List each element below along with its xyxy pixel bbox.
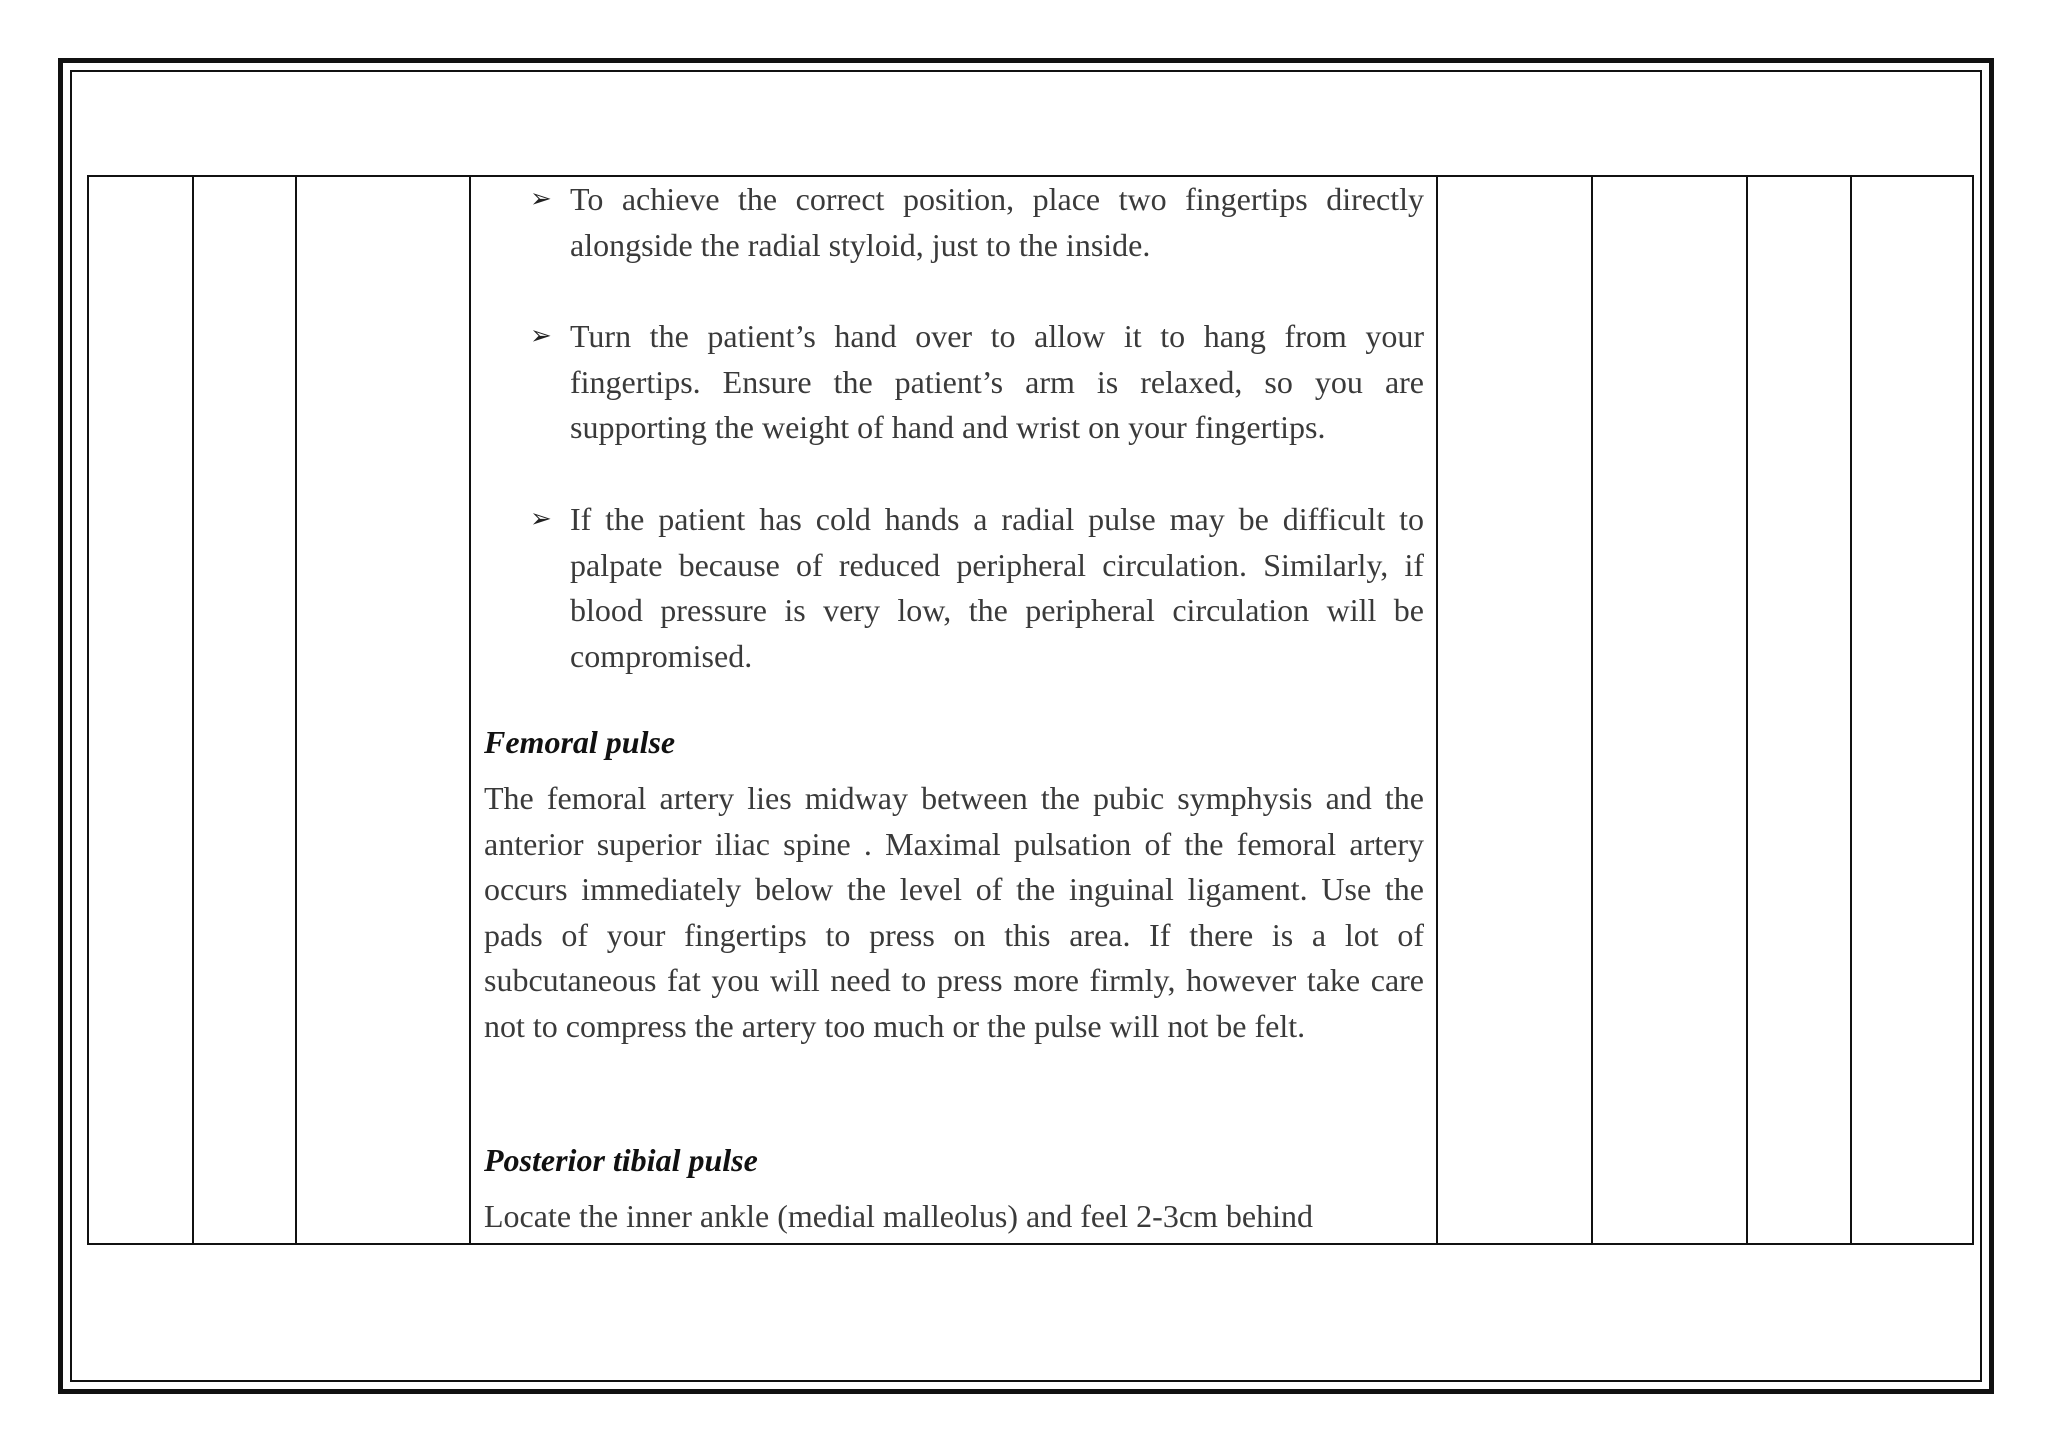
table-column-divider (1746, 175, 1748, 1245)
table-column-divider (469, 175, 471, 1245)
section-paragraph-femoral: The femoral artery lies midway between the pubic symphysis and the anterior superior iliac spine . Maximal pulsation of the femoral artery occurs immediately below the level of the inguinal ligament. Use the pads of your fingertips to press on this area. If there is a lot of subcutaneous fat you will need to press more firmly, however take care not to compress the artery too much or the pulse will not be felt. (484, 780, 1424, 1044)
arrow-bullet-icon: ➢ (530, 321, 552, 351)
procedure-content-cell (484, 175, 1424, 1243)
section-heading-posterior-tibial: Posterior tibial pulse (484, 1142, 758, 1178)
arrow-bullet-icon: ➢ (530, 504, 552, 534)
bullet-text: If the patient has cold hands a radial pulse may be difficult to palpate because of reduced peripheral circulation. Similarly, if blood pressure is very low, the peripheral circulation will be compromised. (570, 501, 1424, 674)
table-column-divider (1436, 175, 1438, 1245)
table-column-divider (192, 175, 194, 1245)
table-column-divider (1591, 175, 1593, 1245)
bullet-text: Turn the patient’s hand over to allow it to hang from your fingertips. Ensure the patient’s arm is relaxed, so you are supporting the weight of hand and wrist on your fingertips. (570, 318, 1424, 445)
section-heading-femoral: Femoral pulse (484, 724, 676, 760)
table-column-divider (1850, 175, 1852, 1245)
arrow-bullet-icon: ➢ (530, 184, 552, 214)
section-paragraph-posterior-tibial: Locate the inner ankle (medial malleolus) and feel 2-3cm behind (484, 1198, 1313, 1234)
table-column-divider (295, 175, 297, 1245)
bullet-text: To achieve the correct position, place two fingertips directly alongside the radial styloid, just to the inside. (570, 181, 1424, 263)
